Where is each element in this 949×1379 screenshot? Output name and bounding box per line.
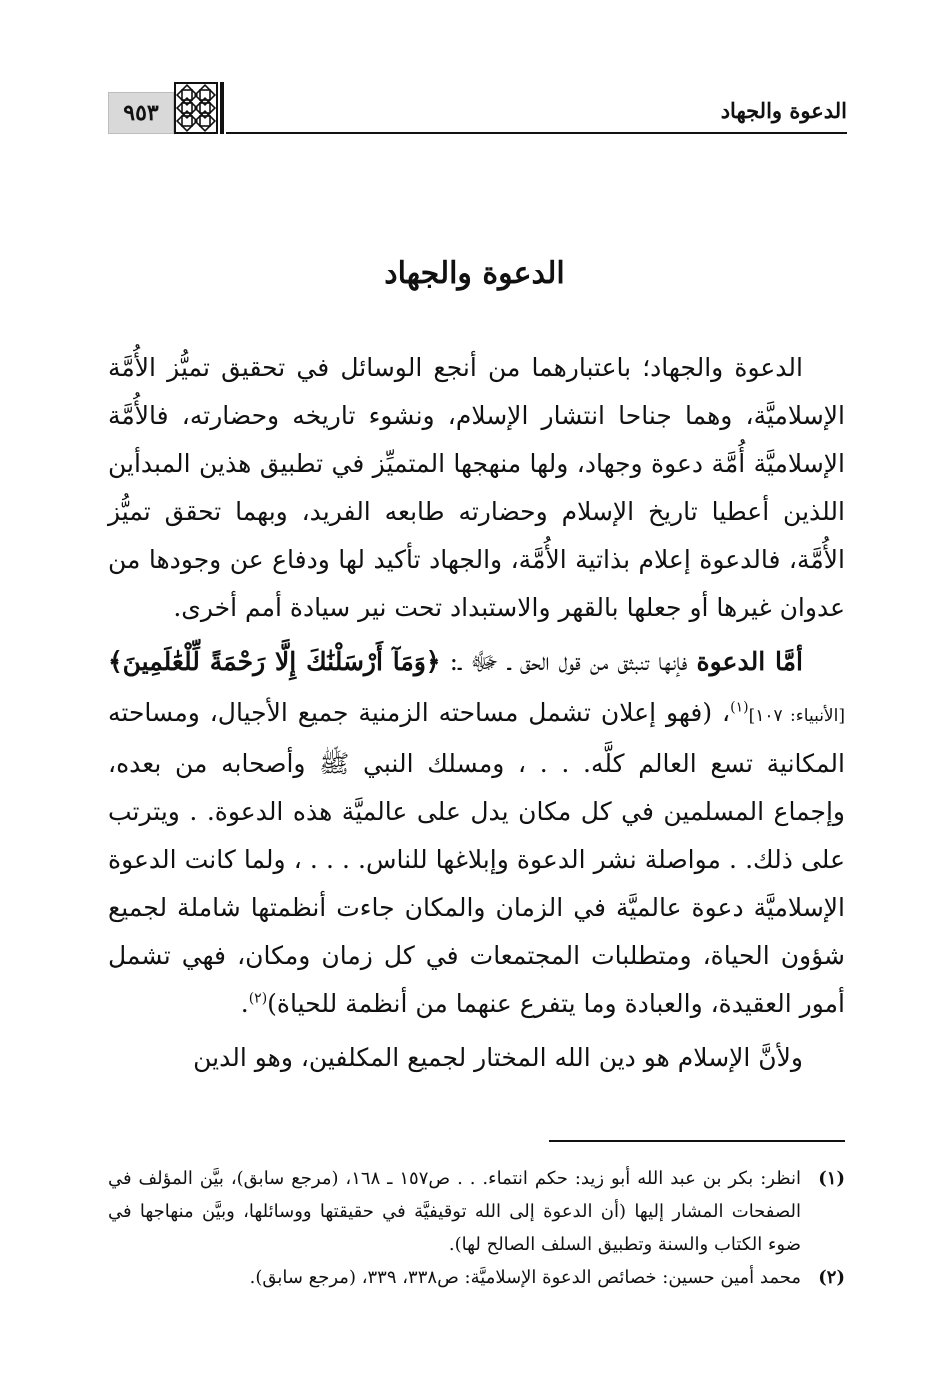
page-number-box: [108, 92, 174, 134]
running-title: الدعوة والجهاد: [720, 98, 847, 123]
page-number: ٩٥٣: [123, 100, 159, 126]
paragraph-2: [108, 638, 845, 1028]
footnote-number: (١): [818, 1168, 845, 1189]
paragraph-2-intro: فإنها تنبثق من قول الحق ـ ﷻ ـ:: [440, 647, 697, 676]
footnote-1: [108, 1162, 845, 1261]
section-title: الدعوة والجهاد: [384, 256, 565, 291]
paragraph-3: ولأنَّ الإسلام هو دين الله المختار لجميع المكلفين، وهو الدين: [193, 1043, 803, 1072]
header-bar-divider: [220, 82, 224, 134]
verse-reference: [الأنبياء: ١٠٧]: [748, 706, 845, 726]
header-rule: [226, 132, 847, 134]
paragraph-2-end: .: [240, 989, 249, 1018]
paragraph-1: الدعوة والجهاد؛ باعتبارهما من أنجع الوسائل في تحقيق تميُّز الأُمَّة الإسلاميَّة، وهما جناحا انتشار الإسلام، ونشوء تاريخه وحضارته، فالأُمَّة الإسلاميَّة أُمَّة دعوة وجهاد، ولها منهجها المتميِّز في تطبيق هذين المبدأين اللذين أعطيا تاريخ الإسلام وحضارته طابعه الفريد، وبهما تحقق تميُّز الأُمَّة، فالدعوة إعلام بذاتية الأُمَّة، والجهاد تأكيد لها ودفاع عن وجودها من عدوان غيرها أو جعلها بالقهر والاستبداد تحت نير سيادة أمم أخرى.: [108, 353, 845, 622]
running-header: [108, 78, 847, 136]
footnote-number: (٢): [818, 1267, 845, 1288]
paragraph-2-lead: أمَّا الدعوة: [696, 647, 803, 676]
footnote-text: انظر: بكر بن عبد الله أبو زيد: حكم انتماء. . . ص١٥٧ ـ ١٦٨، (مرجع سابق)، بيَّن المؤلف في الصفحات المشار إليها (أن الدعوة إلى الله توقيفيَّة في حقيقتها ووسائلها، وبيَّن منهاجها في ضوء الكتاب والسنة وتطبيق السلف الصالح لها).: [108, 1168, 801, 1255]
footnote-marker-1[interactable]: (١): [730, 699, 749, 716]
body-text: [108, 344, 845, 1082]
footnote-text: محمد أمين حسين: خصائص الدعوة الإسلاميَّة: ص٣٣٨، ٣٣٩، (مرجع سابق).: [249, 1267, 801, 1288]
footnote-2: [108, 1261, 845, 1294]
paragraph-2-body: ، (فهو إعلان تشمل مساحته الزمنية جميع الأجيال، ومساحته المكانية تسع العالم كلَّه. . . ، ومسلك النبي ﷺ وأصحابه من بعده، وإجماع المسلمين في كل مكان يدل على عالميَّة هذه الدعوة. . ويترتب على ذلك. . مواصلة نشر الدعوة وإبلاغها للناس. . . . ، ولما كانت الدعوة الإسلاميَّة دعوة عالميَّة في الزمان والمكان جاءت أنظمتها شاملة لجميع شؤون الحياة، ومتطلبات المجتمعات في كل زمان ومكان، فهي تشمل أمور العقيدة، والعبادة وما يتفرع عنهما من أنظمة للحياة): [108, 698, 845, 1018]
geometric-ornament-icon: [174, 82, 218, 134]
footnote-marker-2[interactable]: (٢): [248, 990, 268, 1007]
quran-verse: ﴿وَمَآ أَرْسَلْنَٰكَ إِلَّا رَحْمَةً لِّلْعَٰلَمِينَ﴾: [108, 647, 441, 676]
footnotes: [108, 1162, 845, 1294]
footnote-rule: [549, 1140, 845, 1142]
